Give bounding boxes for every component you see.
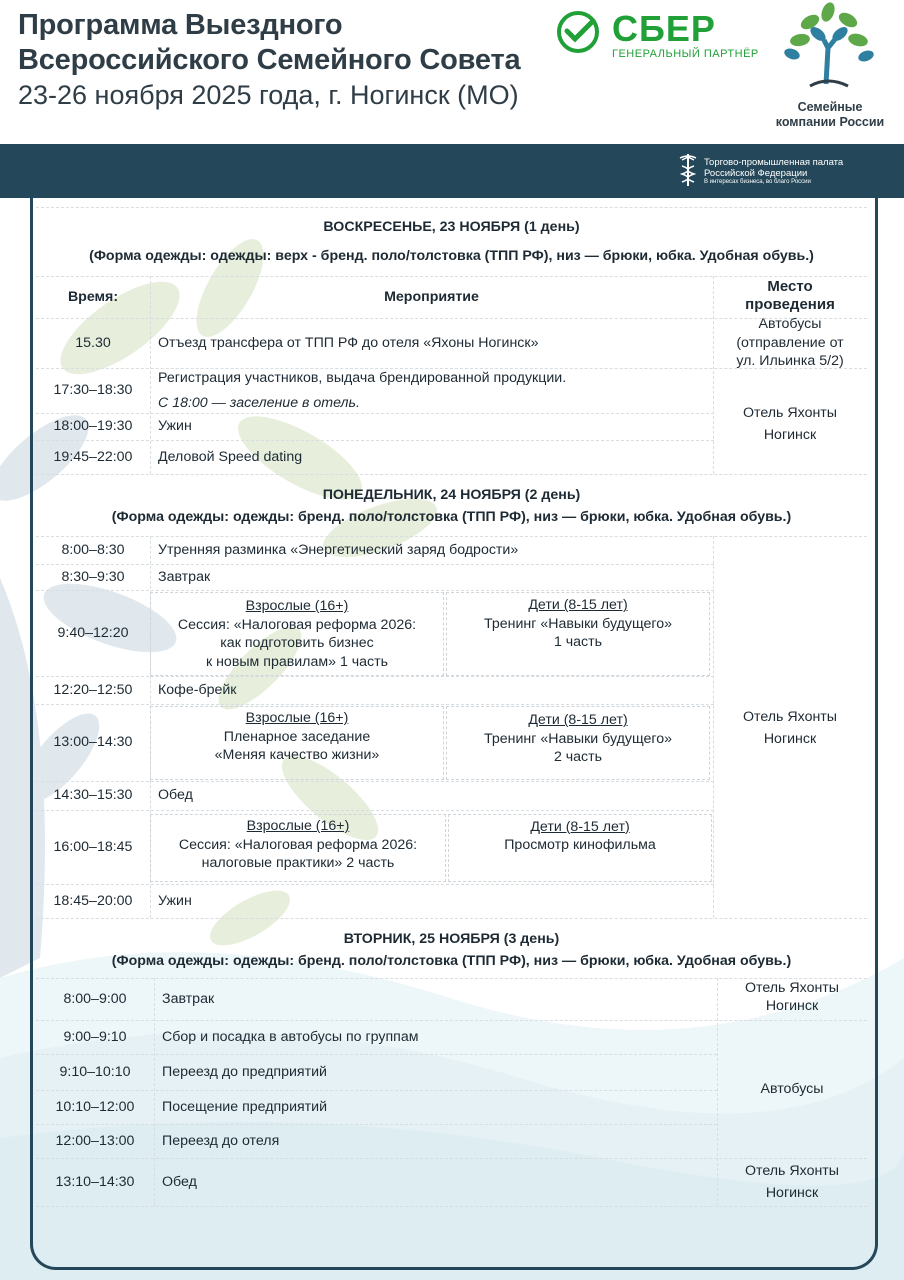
day3-row2-time: 9:00–9:10 [63,1028,127,1045]
day3-row1-place [717,976,867,1018]
day2-row7-kids [448,814,712,858]
tree-icon [770,0,890,100]
day3-row6-place-line-1: Отель Яхонты [744,1163,839,1179]
day3-row1-time: 8:00–9:00 [63,990,127,1007]
day3-row5-event: Переезд до отеля [162,1132,280,1149]
day3-row1-event: Завтрак [162,990,215,1007]
day2-row5-adults-title: Взрослые (16+) [245,710,349,727]
day1-row1-time: 15.30 [75,334,111,351]
day3-row1-place-line-2: Ногинск [765,998,819,1014]
day1-row1-place [713,316,867,370]
day2-row5-kids-line-1: Тренинг «Навыки будущего» [483,730,673,747]
day3-row6-place-line-2: Ногинск [765,1185,819,1201]
day1-row4-time: 19:45–22:00 [53,448,133,465]
day2-row6-time: 14:30–15:30 [53,787,133,804]
day2-row3-adults-line-3: к новым правилам» 1 часть [205,653,389,670]
day2-row5-kids [446,708,710,770]
day2-row4-time: 12:20–12:50 [53,681,133,698]
day2-row3-kids-line-1: Тренинг «Навыки будущего» [483,615,673,632]
day2-place-hotel-line-2: Ногинск [763,731,817,747]
day2-row3-adults-line-1: Сессия: «Налоговая реформа 2026: [177,616,417,633]
day3-row6-place [717,1158,867,1206]
day2-row8-time: 18:45–20:00 [53,892,133,909]
day2-row3-adults-line-2: как подготовить бизнес [220,635,374,651]
family-logo-line-1: Семейные [797,100,863,114]
day2-row3-kids-line-2: 1 часть [553,634,603,651]
day1-row1-place-line-3: ул. Ильинка 5/2) [736,353,844,370]
day2-row2-time: 8:30–9:30 [61,568,125,585]
day2-row1-event: Утренняя разминка «Энергетический заряд бодрости» [158,541,519,558]
day1-row2-event: Регистрация участников, выдача брендированной продукции. [158,369,567,386]
caduceus-icon [676,152,700,188]
day3-row3-event: Переезд до предприятий [162,1063,327,1080]
day1-place-hotel-line-2: Ногинск [763,427,817,443]
col-place-header [713,272,867,320]
day2-place-hotel-line-1: Отель Яхонты [742,709,837,725]
day3-row6-time: 13:10–14:30 [55,1173,135,1190]
sber-logo [556,8,776,68]
tpp-line-2: Российской Федерации [704,168,808,179]
day1-row4-event: Деловой Speed dating [158,448,303,465]
day2-row4-event: Кофе-брейк [158,681,237,698]
sber-subtitle: ГЕНЕРАЛЬНЫЙ ПАРТНЁР [612,48,759,60]
day1-row3-time: 18:00–19:30 [53,418,133,435]
day3-heading: ВТОРНИК, 25 НОЯБРЯ (3 день) [343,930,560,947]
sber-check-icon [556,10,600,54]
day3-row4-time: 10:10–12:00 [55,1098,135,1115]
col-place-line-1: Место [767,277,813,295]
title-line-1: Программа Выездного [18,9,343,41]
day1-row1-place-line-2: (отправление от [736,334,844,351]
day2-row7-adults-line-1: Сессия: «Налоговая реформа 2026: [178,836,418,853]
day2-row8-event: Ужин [158,892,192,909]
sber-name: СБЕР [612,8,716,49]
day1-row3-event: Ужин [158,418,192,435]
day2-row3-time: 9:40–12:20 [57,624,129,641]
day3-row3-time: 9:10–10:10 [59,1063,131,1080]
day2-row7-kids-title: Дети (8-15 лет) [530,818,630,835]
page-title [18,8,578,112]
day1-row2-time: 17:30–18:30 [53,382,133,399]
header [0,0,904,144]
day1-dress-code: (Форма одежды: одежды: верх - бренд. поло/толстовка (ТПП РФ), низ — брюки, юбка. Удобная обувь.) [89,247,814,264]
day3-dress-code: (Форма одежды: одежды: бренд. поло/толстовка (ТПП РФ), низ — брюки, юбка. Удобная обувь.) [111,952,792,969]
tpp-logo [676,150,876,192]
day2-row5-adults [150,706,444,768]
family-logo-line-2: компании России [775,115,885,129]
day1-place-hotel-line-1: Отель Яхонты [742,405,837,421]
day1-row1-event: Отъезд трансфера от ТПП РФ до отеля «Яхоны Ногинск» [158,334,539,351]
day2-row1-time: 8:00–8:30 [61,541,125,558]
day2-row5-adults-line-2: «Меняя качество жизни» [214,747,380,764]
day3-row2-event: Сбор и посадка в автобусы по группам [162,1028,419,1045]
day3-row6-event: Обед [162,1173,197,1190]
day2-dress-code: (Форма одежды: одежды: бренд. поло/толстовка (ТПП РФ), низ — брюки, юбка. Удобная обувь.) [111,508,792,525]
day3-row5-time: 12:00–13:00 [55,1132,135,1149]
day2-row7-adults [150,814,446,876]
day2-row3-kids-title: Дети (8-15 лет) [528,597,628,614]
day3-row1-place-line-1: Отель Яхонты [744,979,839,996]
day2-row7-time: 16:00–18:45 [53,838,133,855]
day2-row7-adults-title: Взрослые (16+) [246,818,350,835]
day2-row3-adults [150,592,444,676]
title-dates: 23-26 ноября 2025 года, г. Ногинск (МО) [18,80,519,110]
day2-row5-kids-line-2: 2 часть [553,749,603,766]
day3-row4-event: Посещение предприятий [162,1098,328,1115]
day2-row5-time: 13:00–14:30 [53,734,133,751]
day2-row3-kids [446,592,710,656]
day2-place-hotel [713,700,867,756]
col-event-header: Мероприятие [384,288,479,305]
day1-row1-place-line-1: Автобусы [758,316,822,333]
day2-row5-kids-title: Дети (8-15 лет) [528,712,628,729]
day3-place-buses: Автобусы [760,1080,824,1097]
tpp-line-1: Торгово-промышленная палата [704,157,844,168]
day2-row6-event: Обед [158,787,193,804]
day2-row7-kids-line-1: Просмотр кинофильма [504,837,656,853]
col-time-header: Время: [67,288,119,305]
day1-heading: ВОСКРЕСЕНЬЕ, 23 НОЯБРЯ (1 день) [323,218,580,235]
tpp-line-3: В интересах бизнеса, во благо России [704,179,811,185]
day1-place-hotel [713,396,867,452]
day1-row2-note: С 18:00 — заселение в отель. [158,394,360,411]
family-logo-caption [770,100,890,130]
col-place-line-2: проведения [745,296,835,313]
family-companies-logo [770,0,890,135]
title-line-2: Всероссийского Семейного Совета [18,44,521,76]
day2-row3-adults-title: Взрослые (16+) [245,598,349,614]
day2-row5-adults-line-1: Пленарное заседание [223,728,371,745]
day2-row2-event: Завтрак [158,568,211,585]
day2-heading: ПОНЕДЕЛЬНИК, 24 НОЯБРЯ (2 день) [322,486,581,503]
day2-row7-adults-line-2: налоговые практики» 2 часть [201,855,395,872]
